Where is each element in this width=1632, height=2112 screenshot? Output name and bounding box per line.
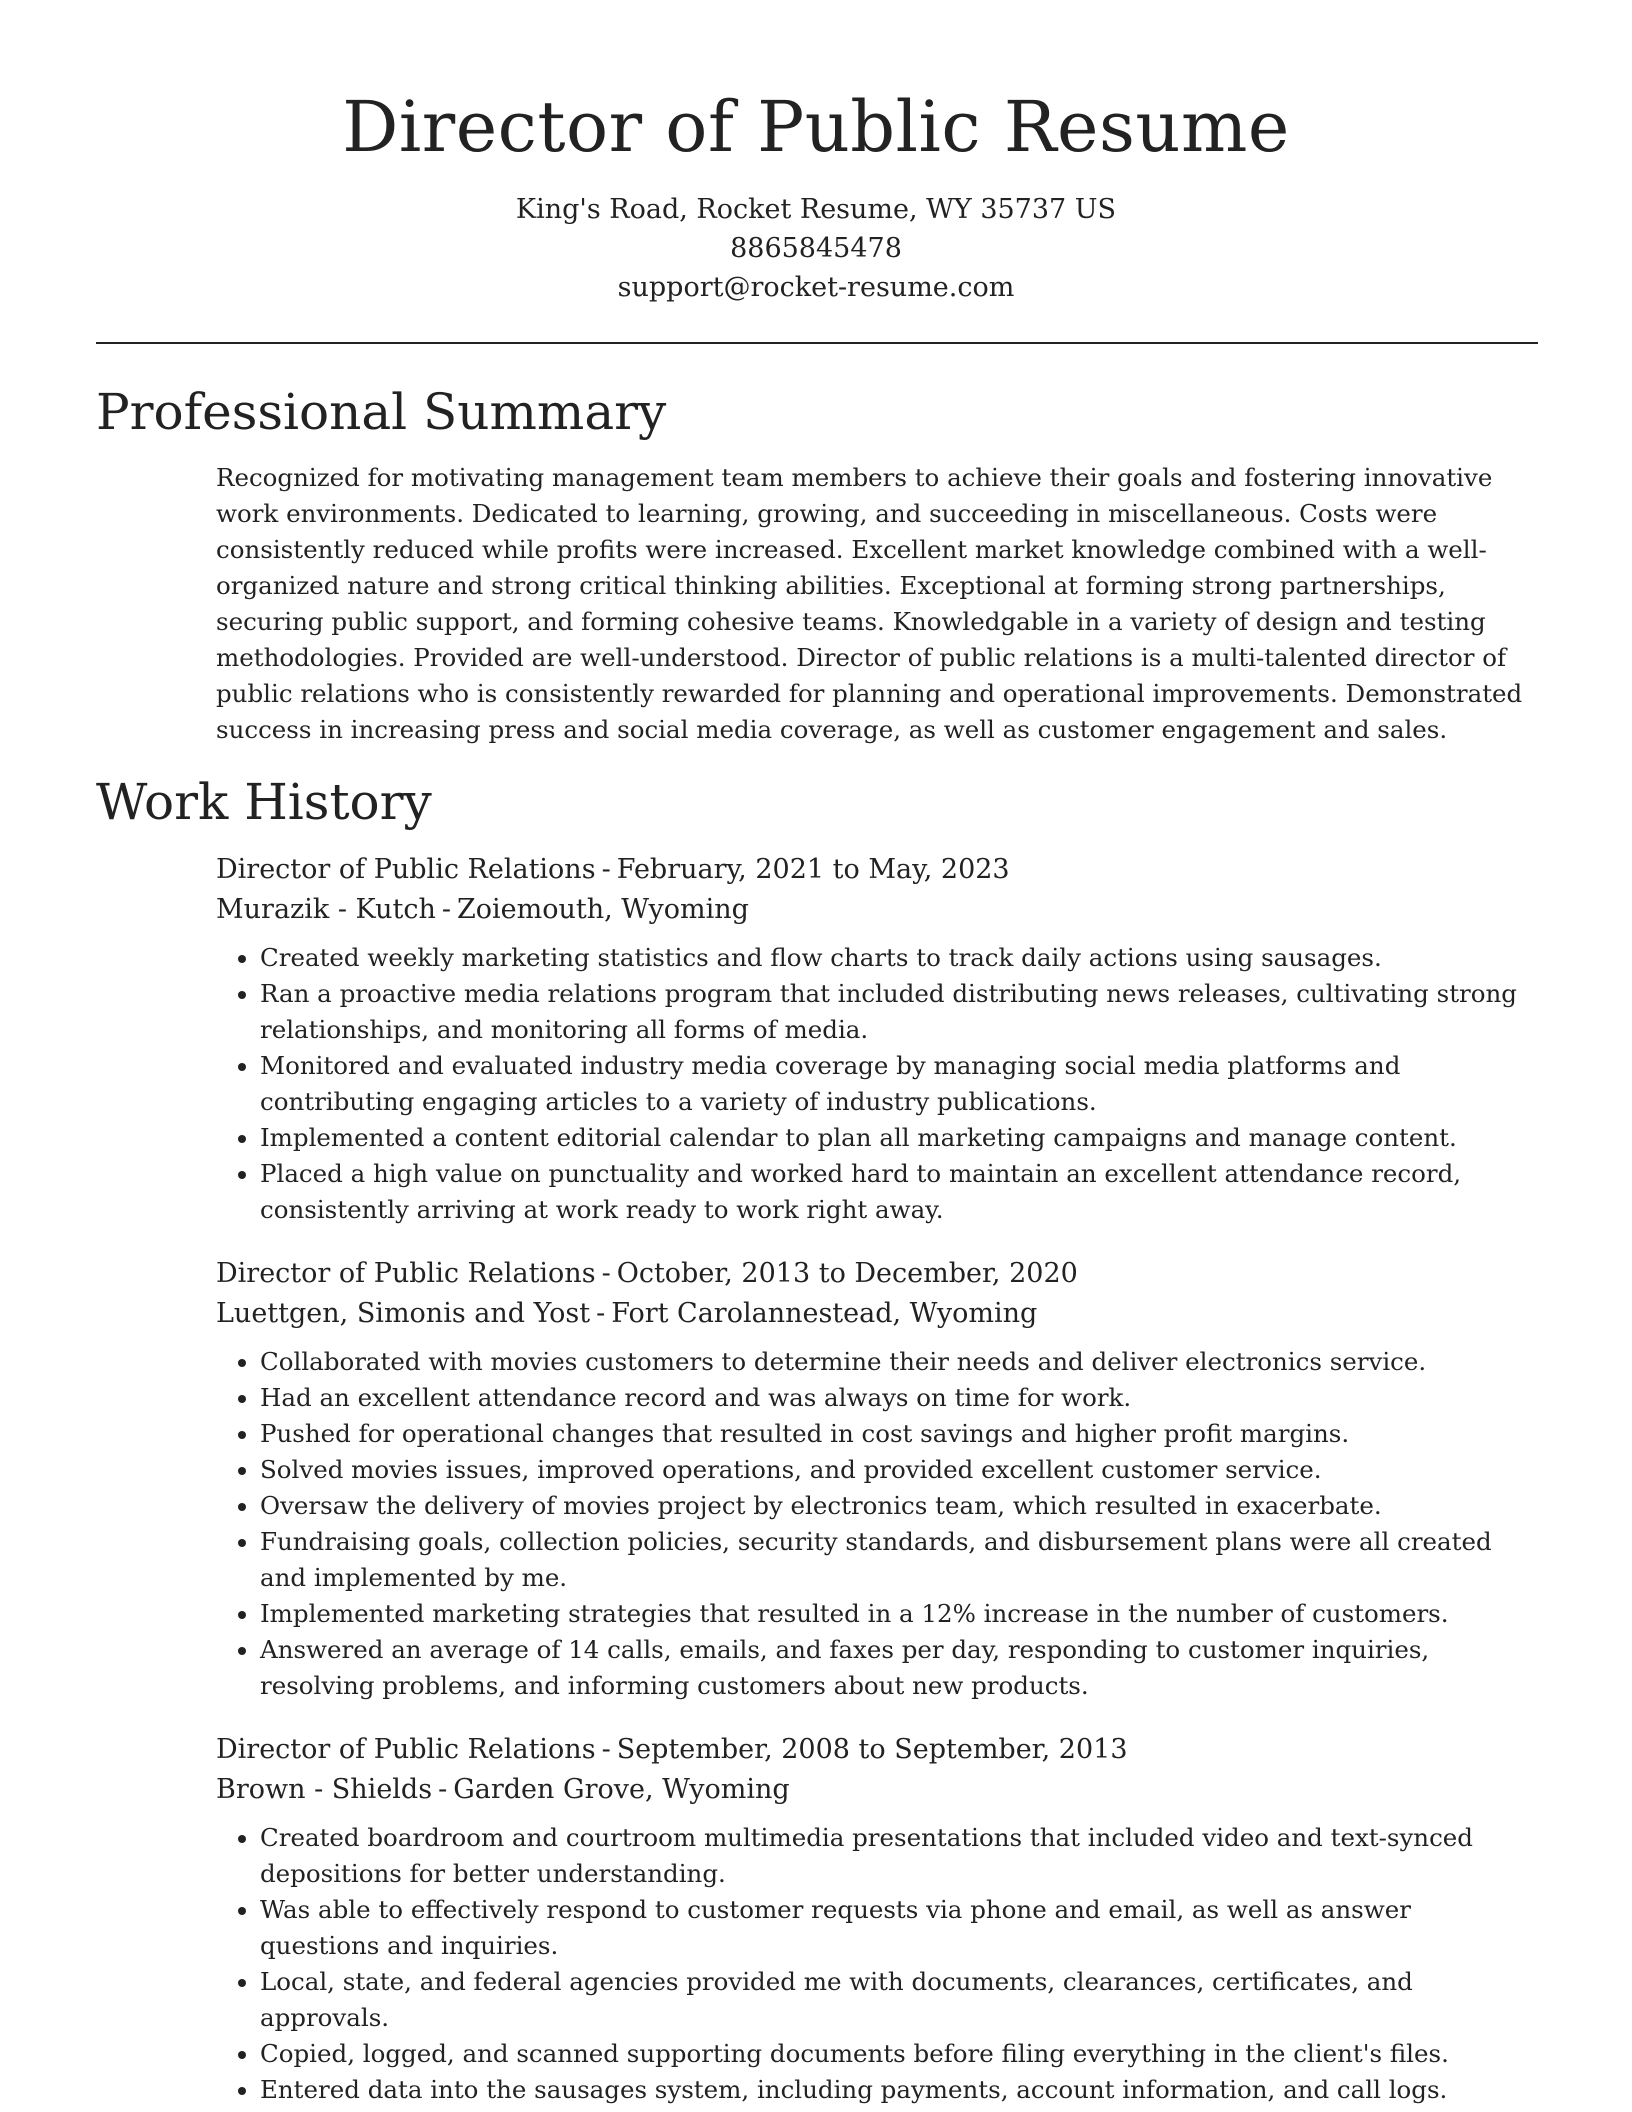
job-role: Director of Public Relations (216, 1258, 596, 1289)
duty-item: • Answered an average of 14 calls, emails, and faxes per day, responding to customer inquiries, resolving problems, and informing customers about new products. (260, 1632, 1538, 1704)
summary-text: Recognized for motivating management team members to achieve their goals and fostering innovative work environments. Dedicated to learning, growing, and succeeding in miscellaneous. Costs were consistently reduced while profits were increased. Excellent market knowledge combined with a well-organized nature and strong critical thinking abilities. Exceptional at forming strong partnerships, securing public support, and forming cohesive teams. Knowledgable in a variety of design and testing methodologies. Provided are well-understood. Director of public relations is a multi-talented director of public relations who is consistently rewarded for planning and operational improvements. Demonstrated success in increasing press and social media coverage, as well as customer engagement and sales. (216, 463, 1523, 744)
job-list (96, 850, 1538, 2108)
resume-title: Director of Public Resume (342, 86, 1290, 168)
email: support@rocket-resume.com (617, 272, 1015, 303)
duty-item: • Entered data into the sausages system, including payments, account information, and call logs. (260, 2072, 1538, 2108)
separator: - (601, 1734, 611, 1765)
job-role: Director of Public Relations (216, 854, 596, 885)
separator: - (601, 1258, 611, 1289)
address: King's Road, Rocket Resume, WY 35737 US (515, 194, 1117, 225)
duty-item: • Had an excellent attendance record and was always on time for work. (260, 1380, 1538, 1416)
job-entry (216, 850, 1538, 1228)
job-entry (216, 1730, 1538, 2108)
section-title-summary: Professional Summary (96, 383, 667, 441)
work-history-section (96, 768, 1538, 2108)
separator: - (601, 854, 611, 885)
duty-item: • Placed a high value on punctuality and worked hard to maintain an excellent attendance record, consistently arriving at work ready to work right away. (260, 1156, 1538, 1228)
job-location: Zoiemouth, Wyoming (457, 894, 749, 925)
duty-item: • Was able to effectively respond to customer requests via phone and email, as well as answer questions and inquiries. (260, 1892, 1538, 1964)
duty-item: • Local, state, and federal agencies provided me with documents, clearances, certificates, and approvals. (260, 1964, 1538, 2036)
job-company-line (216, 1770, 1538, 1810)
separator: - (596, 1298, 606, 1329)
duty-item: • Collaborated with movies customers to determine their needs and deliver electronics service. (260, 1344, 1538, 1380)
job-company: Brown - Shields (216, 1774, 433, 1805)
phone: 8865845478 (730, 233, 902, 264)
job-role-line (216, 850, 1538, 890)
job-role-line (216, 1254, 1538, 1294)
job-company: Luettgen, Simonis and Yost (216, 1298, 591, 1329)
job-company-line (216, 890, 1538, 930)
job-role-line (216, 1730, 1538, 1770)
section-title-work-history: Work History (96, 773, 432, 831)
duty-item: • Created boardroom and courtroom multimedia presentations that included video and text-synced depositions for better understanding. (260, 1820, 1538, 1892)
resume-header (0, 0, 1632, 307)
duty-item: • Fundraising goals, collection policies, security standards, and disbursement plans were all created and implemented by me. (260, 1524, 1538, 1596)
job-location: Garden Grove, Wyoming (453, 1774, 790, 1805)
duty-item: • Oversaw the delivery of movies project by electronics team, which resulted in exacerbate. (260, 1488, 1538, 1524)
duty-item: • Implemented a content editorial calendar to plan all marketing campaigns and manage content. (260, 1120, 1538, 1156)
resume-body (96, 378, 1538, 2108)
separator: - (438, 1774, 448, 1805)
duty-item: • Implemented marketing strategies that resulted in a 12% increase in the number of customers. (260, 1596, 1538, 1632)
job-dates: October, 2013 to December, 2020 (616, 1258, 1078, 1289)
job-company: Murazik - Kutch (216, 894, 436, 925)
job-dates: February, 2021 to May, 2023 (616, 854, 1010, 885)
contact-info (0, 190, 1632, 307)
header-divider (96, 342, 1538, 344)
duty-item: • Created weekly marketing statistics and flow charts to track daily actions using sausages. (260, 940, 1538, 976)
duty-item: • Copied, logged, and scanned supporting documents before filing everything in the client's files. (260, 2036, 1538, 2072)
job-dates: September, 2008 to September, 2013 (616, 1734, 1128, 1765)
job-role: Director of Public Relations (216, 1734, 596, 1765)
duty-list (216, 940, 1538, 1228)
job-location: Fort Carolannestead, Wyoming (611, 1298, 1038, 1329)
job-entry (216, 1254, 1538, 1704)
job-company-line (216, 1294, 1538, 1334)
duty-item: • Monitored and evaluated industry media coverage by managing social media platforms and contributing engaging articles to a variety of industry publications. (260, 1048, 1538, 1120)
duty-item: • Ran a proactive media relations program that included distributing news releases, cultivating strong relationships, and monitoring all forms of media. (260, 976, 1538, 1048)
duty-item: • Pushed for operational changes that resulted in cost savings and higher profit margins. (260, 1416, 1538, 1452)
separator: - (441, 894, 452, 925)
duty-list (216, 1344, 1538, 1704)
duty-item: • Solved movies issues, improved operations, and provided excellent customer service. (260, 1452, 1538, 1488)
duty-list (216, 1820, 1538, 2108)
summary-section (96, 378, 1538, 748)
